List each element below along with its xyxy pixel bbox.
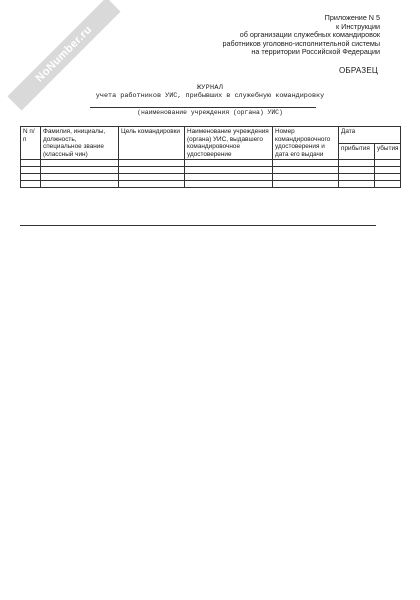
table-cell xyxy=(21,160,41,167)
header-date: Дата xyxy=(339,127,401,144)
table-row xyxy=(21,167,401,174)
table-cell xyxy=(119,167,185,174)
header-certificate: Номер командировочного удостоверения и дата его выдачи xyxy=(273,127,339,160)
table-cell xyxy=(375,174,401,181)
appendix-line: Приложение N 5 xyxy=(324,13,380,22)
journal-title: ЖУРНАЛ xyxy=(196,84,224,92)
table-cell xyxy=(119,160,185,167)
table-cell xyxy=(339,174,375,181)
table-cell xyxy=(21,174,41,181)
table-cell xyxy=(339,181,375,188)
header-issuer: Наименование учреждения (органа) УИС, выдавшего командировочное удостоверение xyxy=(185,127,273,160)
table-row xyxy=(21,181,401,188)
table-cell xyxy=(339,167,375,174)
appendix-line: на территории Российской Федерации xyxy=(251,47,380,57)
table-cell xyxy=(339,160,375,167)
journal-table-body xyxy=(21,160,401,188)
header-departure: убытия xyxy=(375,143,401,160)
table-cell xyxy=(185,167,273,174)
table-row xyxy=(21,174,401,181)
table-cell xyxy=(185,181,273,188)
appendix-line: к Инструкции xyxy=(336,21,380,31)
journal-subtitle: учета работников УИС, прибывших в служебную командировку xyxy=(95,92,325,100)
table-cell xyxy=(41,160,119,167)
appendix-reference xyxy=(140,14,380,57)
header-name: Фамилия, инициалы, должность, специальное звание (классный чин) xyxy=(41,127,119,160)
table-cell xyxy=(273,167,339,174)
bottom-rule xyxy=(20,225,376,226)
table-cell xyxy=(185,160,273,167)
table-cell xyxy=(21,167,41,174)
table-cell xyxy=(185,174,273,181)
table-cell xyxy=(273,181,339,188)
header-number: N п/п xyxy=(21,127,41,160)
table-cell xyxy=(21,181,41,188)
table-row xyxy=(21,160,401,167)
watermark: NoNumber.ru xyxy=(7,0,120,111)
appendix-line: работников уголовно-исполнительной системы xyxy=(222,38,380,48)
header-purpose: Цель командировки xyxy=(119,127,185,160)
table-cell xyxy=(41,167,119,174)
table-cell xyxy=(273,174,339,181)
table-cell xyxy=(375,160,401,167)
institution-fill-line xyxy=(90,107,316,108)
table-cell xyxy=(273,160,339,167)
institution-caption: (наименование учреждения (органа) УИС) xyxy=(137,109,283,116)
journal-heading xyxy=(0,84,420,100)
journal-table xyxy=(20,126,401,188)
appendix-line: об организации служебных командировок xyxy=(239,30,380,40)
table-cell xyxy=(119,181,185,188)
table-cell xyxy=(119,174,185,181)
table-cell xyxy=(41,181,119,188)
table-cell xyxy=(41,174,119,181)
header-arrival: прибытия xyxy=(339,143,375,160)
table-cell xyxy=(375,167,401,174)
table-cell xyxy=(375,181,401,188)
sample-label: ОБРАЗЕЦ xyxy=(338,66,378,75)
